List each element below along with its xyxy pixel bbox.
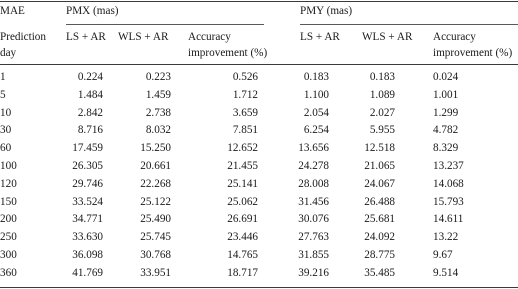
cell-pmy-wls-ar: 1.089 (369, 89, 395, 101)
cell-pmx-ls-ar: 29.746 (72, 178, 103, 190)
cell-pmx-accuracy: 14.765 (227, 249, 258, 261)
cell-pmy-wls-ar: 35.485 (364, 267, 395, 279)
header-pmx-ls-ar: LS + AR (66, 31, 106, 43)
cell-pmy-wls-ar: 26.488 (364, 196, 395, 208)
header-mae: MAE (0, 5, 25, 17)
cell-pmy-wls-ar: 28.775 (364, 249, 395, 261)
header-pmy-ls-ar: LS + AR (300, 31, 340, 43)
cell-pmx-accuracy: 25.062 (227, 196, 258, 208)
cell-pmx-ls-ar: 34.771 (72, 213, 103, 225)
table-top-rule (0, 1, 518, 2)
header-pmx-accuracy: Accuracy (188, 31, 231, 43)
cell-pmy-ls-ar: 31.456 (298, 196, 329, 208)
cell-pmx-wls-ar: 2.738 (145, 107, 171, 119)
cell-pmx-accuracy: 1.712 (232, 89, 258, 101)
cell-day: 60 (0, 142, 12, 154)
cell-pmy-wls-ar: 5.955 (369, 124, 395, 136)
pmx-group-rule (66, 24, 264, 25)
cell-pmy-accuracy: 15.793 (433, 196, 464, 208)
cell-pmy-accuracy: 0.024 (433, 71, 459, 83)
cell-day: 10 (0, 107, 12, 119)
cell-pmx-wls-ar: 20.661 (140, 160, 171, 172)
cell-pmy-accuracy: 14.611 (433, 213, 464, 225)
cell-pmy-ls-ar: 13.656 (298, 142, 329, 154)
cell-pmy-ls-ar: 27.763 (298, 231, 329, 243)
header-bottom-rule (0, 64, 518, 65)
cell-pmx-ls-ar: 8.716 (77, 124, 103, 136)
cell-pmy-wls-ar: 21.065 (364, 160, 395, 172)
cell-pmy-ls-ar: 6.254 (303, 124, 329, 136)
header-pmx-wls-ar: WLS + AR (118, 31, 169, 43)
cell-pmx-wls-ar: 25.122 (140, 196, 171, 208)
cell-day: 360 (0, 267, 17, 279)
header-pmx-improvement: improvement (%) (188, 47, 268, 59)
cell-pmy-accuracy: 9.514 (433, 267, 459, 279)
cell-pmy-ls-ar: 0.183 (303, 71, 329, 83)
cell-pmx-ls-ar: 33.524 (72, 196, 103, 208)
cell-pmy-accuracy: 1.001 (433, 89, 459, 101)
cell-pmy-accuracy: 13.22 (433, 231, 459, 243)
cell-pmy-accuracy: 8.329 (433, 142, 459, 154)
header-pmx-group: PMX (mas) (66, 5, 119, 17)
cell-pmx-wls-ar: 25.745 (140, 231, 171, 243)
cell-pmx-ls-ar: 33.630 (72, 231, 103, 243)
header-pmy-wls-ar: WLS + AR (362, 31, 413, 43)
cell-pmy-wls-ar: 24.092 (364, 231, 395, 243)
cell-day: 150 (0, 196, 17, 208)
table-bottom-rule (0, 287, 518, 288)
cell-pmx-wls-ar: 0.223 (145, 71, 171, 83)
header-pmy-accuracy: Accuracy (433, 31, 476, 43)
cell-day: 30 (0, 124, 12, 136)
header-pmy-group: PMY (mas) (300, 5, 353, 17)
cell-pmy-accuracy: 9.67 (433, 249, 453, 261)
cell-pmy-ls-ar: 28.008 (298, 178, 329, 190)
header-prediction: Prediction (0, 31, 46, 43)
cell-day: 120 (0, 178, 17, 190)
cell-pmx-accuracy: 25.141 (227, 178, 258, 190)
cell-day: 200 (0, 213, 17, 225)
cell-pmy-ls-ar: 1.100 (303, 89, 329, 101)
cell-pmx-accuracy: 7.851 (232, 124, 258, 136)
cell-pmx-wls-ar: 30.768 (140, 249, 171, 261)
cell-pmy-wls-ar: 25.681 (364, 213, 395, 225)
cell-day: 100 (0, 160, 17, 172)
cell-pmx-wls-ar: 33.951 (140, 267, 171, 279)
cell-pmy-wls-ar: 2.027 (369, 107, 395, 119)
cell-pmx-wls-ar: 25.490 (140, 213, 171, 225)
cell-pmy-accuracy: 1.299 (433, 107, 459, 119)
cell-pmy-ls-ar: 31.855 (298, 249, 329, 261)
cell-pmx-accuracy: 12.652 (227, 142, 258, 154)
cell-pmy-wls-ar: 12.518 (364, 142, 395, 154)
cell-pmy-ls-ar: 2.054 (303, 107, 329, 119)
cell-pmx-accuracy: 18.717 (227, 267, 258, 279)
cell-day: 5 (0, 89, 6, 101)
cell-day: 1 (0, 71, 6, 83)
cell-pmx-ls-ar: 1.484 (77, 89, 103, 101)
cell-pmx-ls-ar: 41.769 (72, 267, 103, 279)
cell-pmy-ls-ar: 39.216 (298, 267, 329, 279)
cell-pmx-ls-ar: 36.098 (72, 249, 103, 261)
cell-pmx-accuracy: 0.526 (232, 71, 258, 83)
cell-pmy-accuracy: 14.068 (433, 178, 464, 190)
cell-pmy-wls-ar: 24.067 (364, 178, 395, 190)
cell-pmx-wls-ar: 8.032 (145, 124, 171, 136)
cell-pmx-wls-ar: 22.268 (140, 178, 171, 190)
pmy-group-rule (300, 24, 518, 25)
cell-pmy-accuracy: 13.237 (433, 160, 464, 172)
cell-pmy-accuracy: 4.782 (433, 124, 459, 136)
cell-pmx-wls-ar: 15.250 (140, 142, 171, 154)
cell-pmx-accuracy: 26.691 (227, 213, 258, 225)
cell-pmx-ls-ar: 0.224 (77, 71, 103, 83)
cell-pmx-accuracy: 21.455 (227, 160, 258, 172)
cell-pmx-ls-ar: 17.459 (72, 142, 103, 154)
cell-day: 250 (0, 231, 17, 243)
cell-day: 300 (0, 249, 17, 261)
header-day: day (0, 47, 17, 59)
cell-pmx-accuracy: 3.659 (232, 107, 258, 119)
cell-pmx-accuracy: 23.446 (227, 231, 258, 243)
cell-pmy-wls-ar: 0.183 (369, 71, 395, 83)
cell-pmx-ls-ar: 26.305 (72, 160, 103, 172)
cell-pmx-wls-ar: 1.459 (145, 89, 171, 101)
header-pmy-improvement: improvement (%) (433, 47, 513, 59)
cell-pmx-ls-ar: 2.842 (77, 107, 103, 119)
cell-pmy-ls-ar: 30.076 (298, 213, 329, 225)
cell-pmy-ls-ar: 24.278 (298, 160, 329, 172)
